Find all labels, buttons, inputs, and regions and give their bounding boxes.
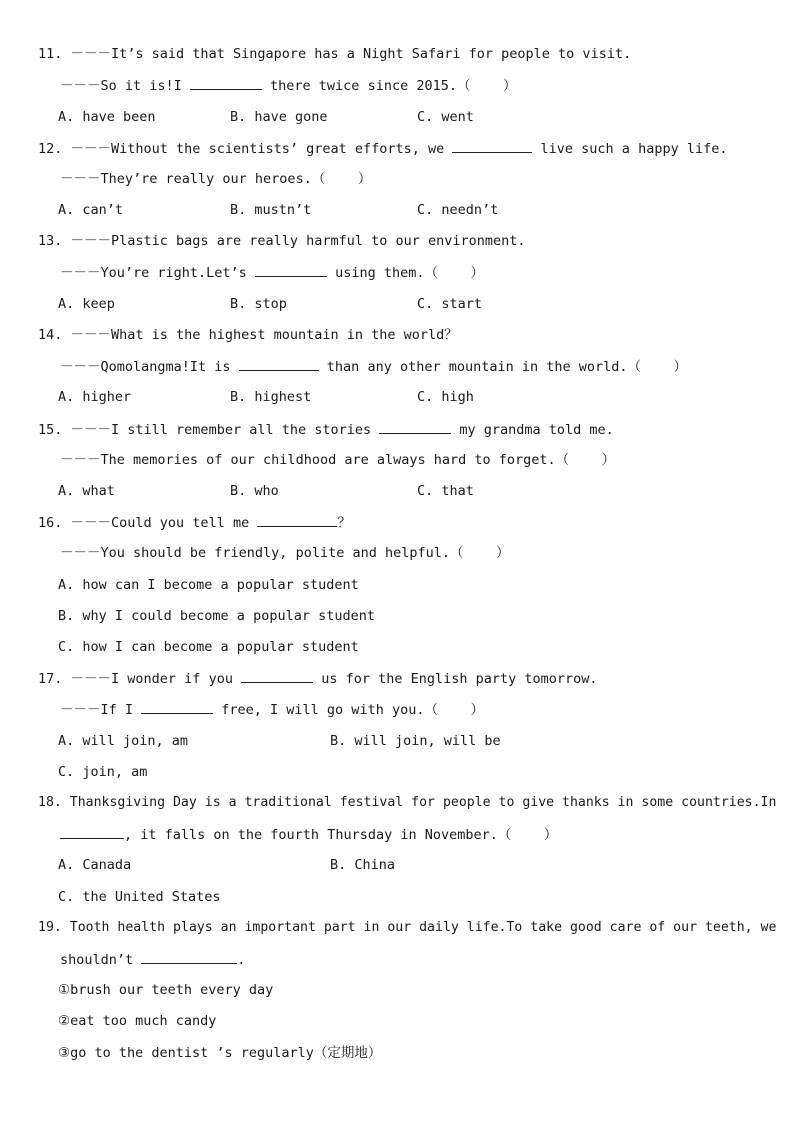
q15-stem: 15. －－－I still remember all the stories my grandma told me. <box>38 422 614 438</box>
q11-line2: －－－So it is!I there twice since 2015.（ ） <box>60 78 517 94</box>
answer-blank[interactable] <box>257 513 337 527</box>
q13-line2: －－－You’re right.Let’s using them.（ ） <box>60 265 484 281</box>
q17-line2: －－－If I free, I will go with you.（ ） <box>60 702 484 718</box>
answer-blank[interactable] <box>60 825 124 839</box>
q15-option-b[interactable]: B. who <box>230 483 279 499</box>
q18-stem: 18. Thanksgiving Day is a traditional festival for people to give thanks in some countries.In <box>38 795 777 810</box>
q13-option-b[interactable]: B. stop <box>230 296 287 312</box>
q15-option-a[interactable]: A. what <box>58 483 115 499</box>
q12-line2: －－－They’re really our heroes.（ ） <box>60 171 372 187</box>
answer-blank[interactable] <box>141 700 213 714</box>
q12-option-c[interactable]: C. needn’t <box>417 202 499 218</box>
q18-line2: , it falls on the fourth Thursday in November.（ ） <box>60 825 557 843</box>
q18-option-a[interactable]: A. Canada <box>58 857 132 873</box>
q19-item-1: ①brush our teeth every day <box>58 982 274 998</box>
answer-blank[interactable] <box>190 76 262 90</box>
q14-option-b[interactable]: B. highest <box>230 389 312 405</box>
answer-blank[interactable] <box>239 357 319 371</box>
q19-item-2: ②eat too much candy <box>58 1013 217 1029</box>
q12-option-b[interactable]: B. mustn’t <box>230 202 312 218</box>
q14-stem: 14. －－－What is the highest mountain in the world？ <box>38 327 458 343</box>
q16-option-c[interactable]: C. how I can become a popular student <box>58 639 359 655</box>
q19-line2: shouldn’t . <box>60 952 246 968</box>
q11-option-b[interactable]: B. have gone <box>230 109 328 125</box>
q11-option-a[interactable]: A. have been <box>58 109 156 125</box>
q11-stem: 11. －－－It’s said that Singapore has a Night Safari for people to visit. <box>38 46 632 62</box>
q17-option-b[interactable]: B. will join, will be <box>330 733 501 749</box>
q13-stem: 13. －－－Plastic bags are really harmful to our environment. <box>38 233 526 249</box>
answer-blank[interactable] <box>241 669 313 683</box>
q16-stem: 16. －－－Could you tell me ？ <box>38 515 351 531</box>
q13-option-a[interactable]: A. keep <box>58 296 115 312</box>
q16-option-a[interactable]: A. how can I become a popular student <box>58 577 359 593</box>
q12-option-a[interactable]: A. can’t <box>58 202 124 218</box>
q14-option-a[interactable]: A. higher <box>58 389 132 405</box>
q15-line2: －－－The memories of our childhood are always hard to forget.（ ） <box>60 452 616 468</box>
q15-option-c[interactable]: C. that <box>417 483 474 499</box>
q18-option-b[interactable]: B. China <box>330 857 396 873</box>
q19-stem: 19. Tooth health plays an important part in our daily life.To take good care of our teeth, we <box>38 920 777 935</box>
answer-blank[interactable] <box>141 950 237 964</box>
q12-stem: 12. －－－Without the scientists’ great efforts, we live such a happy life. <box>38 141 728 157</box>
q17-stem: 17. －－－I wonder if you us for the English party tomorrow. <box>38 671 598 687</box>
answer-blank[interactable] <box>379 420 451 434</box>
q19-item-3: ③go to the dentist ’s regularly（定期地） <box>58 1045 382 1061</box>
q16-line2: －－－You should be friendly, polite and helpful.（ ） <box>60 545 510 561</box>
q17-option-c[interactable]: C. join, am <box>58 764 148 780</box>
q11-option-c[interactable]: C. went <box>417 109 474 125</box>
answer-blank[interactable] <box>255 263 327 277</box>
q18-option-c[interactable]: C. the United States <box>58 889 221 905</box>
q13-option-c[interactable]: C. start <box>417 296 483 312</box>
answer-blank[interactable] <box>452 139 532 153</box>
q17-option-a[interactable]: A. will join, am <box>58 733 189 749</box>
q16-option-b[interactable]: B. why I could become a popular student <box>58 608 375 624</box>
q14-option-c[interactable]: C. high <box>417 389 474 405</box>
q14-line2: －－－Qomolangma!It is than any other mountain in the world.（ ） <box>60 359 688 375</box>
